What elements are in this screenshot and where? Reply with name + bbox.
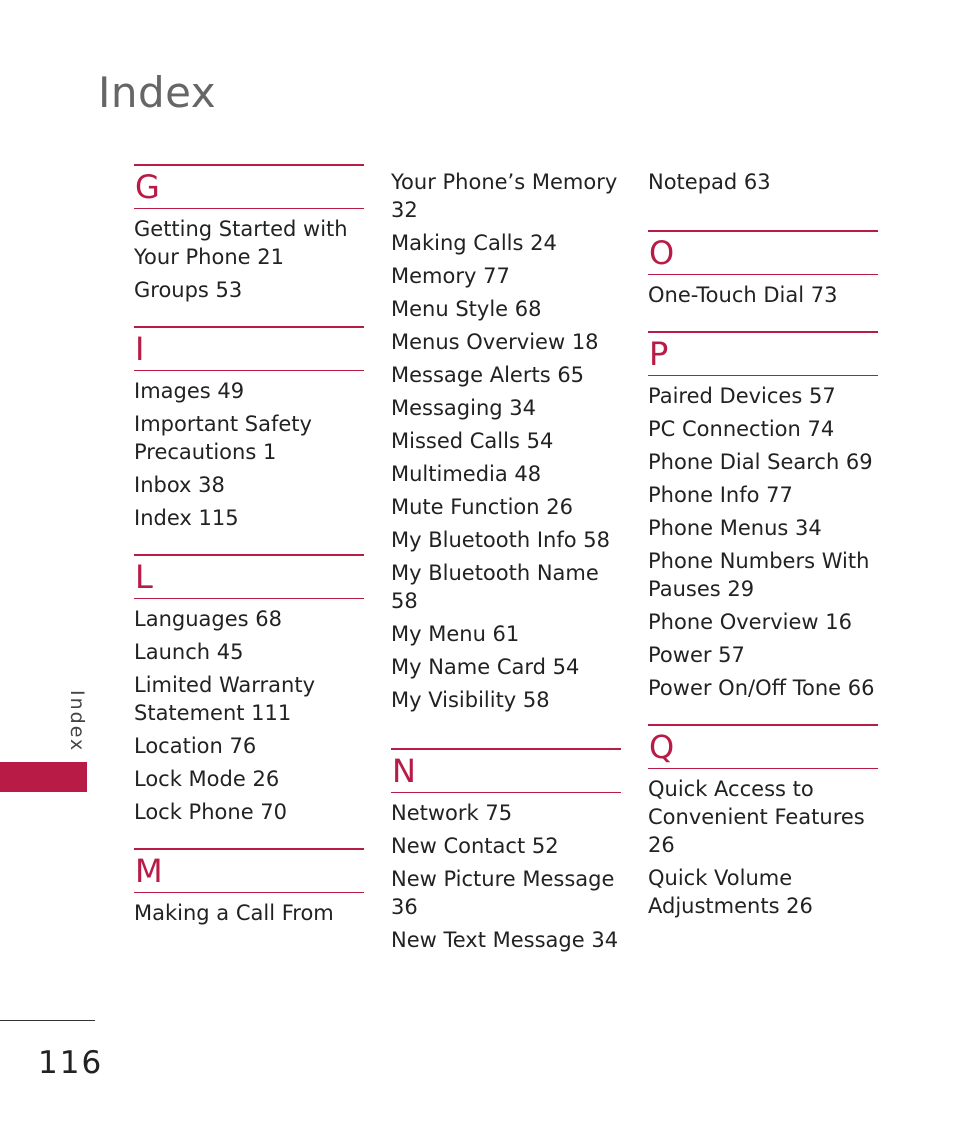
index-entry: Phone Dial Search 69 (648, 450, 873, 474)
index-entry: Mute Function 26 (391, 495, 573, 519)
footer-divider (0, 1020, 95, 1021)
index-entry: Inbox 38 (134, 473, 225, 497)
section-letter: I (134, 326, 364, 371)
page-title: Index (98, 68, 217, 117)
index-entry: Power On/Off Tone 66 (648, 676, 875, 700)
index-entry: Phone Overview 16 (648, 610, 852, 634)
index-entry: My Bluetooth Info 58 (391, 528, 610, 552)
index-entry: Message Alerts 65 (391, 363, 585, 387)
entry-list (648, 281, 878, 309)
side-tab-marker (0, 762, 87, 792)
index-section-o (648, 230, 878, 309)
index-column-1 (134, 164, 364, 949)
index-entry: Images 49 (134, 379, 245, 403)
entry-list (648, 775, 878, 920)
index-entry: Network 75 (391, 801, 513, 825)
index-entry: Getting Started with Your Phone 21 (134, 217, 348, 269)
index-entry: Lock Phone 70 (134, 800, 288, 824)
index-entry: Notepad 63 (648, 170, 771, 194)
index-entry: Messaging 34 (391, 396, 536, 420)
index-entry: Languages 68 (134, 607, 282, 631)
entry-list (134, 377, 364, 532)
section-letter: G (134, 164, 364, 209)
index-entry: Important Safety Precautions 1 (134, 412, 312, 464)
index-entry: One-Touch Dial 73 (648, 283, 838, 307)
section-letter: L (134, 554, 364, 599)
index-entry: Menu Style 68 (391, 297, 542, 321)
index-column-3 (648, 168, 878, 942)
index-section-continued (648, 168, 878, 196)
index-entry: Phone Numbers With Pauses 29 (648, 549, 870, 601)
index-entry: Index 115 (134, 506, 239, 530)
index-entry: Launch 45 (134, 640, 244, 664)
index-entry: Lock Mode 26 (134, 767, 280, 791)
entry-list (134, 899, 364, 927)
index-entry: PC Connection 74 (648, 417, 835, 441)
index-entry: Power 57 (648, 643, 745, 667)
index-entry: Missed Calls 54 (391, 429, 554, 453)
index-section-p (648, 331, 878, 702)
index-entry: New Picture Message 36 (391, 867, 615, 919)
index-entry: Location 76 (134, 734, 257, 758)
index-entry: Limited Warranty Statement 111 (134, 673, 316, 725)
entry-list (134, 605, 364, 826)
index-entry: Quick Volume Adjustments 26 (648, 866, 813, 918)
side-tab-label: Index (66, 690, 88, 753)
section-letter: Q (648, 724, 878, 769)
index-entry: Memory 77 (391, 264, 510, 288)
section-letter: P (648, 331, 878, 376)
index-column-2 (391, 168, 621, 976)
index-section-q (648, 724, 878, 920)
entry-list (648, 168, 878, 196)
index-section-continued (391, 168, 621, 714)
index-section-n (391, 748, 621, 954)
section-letter: N (391, 748, 621, 793)
index-entry: New Contact 52 (391, 834, 559, 858)
index-entry: Quick Access to Convenient Features 26 (648, 777, 865, 857)
index-entry: Groups 53 (134, 278, 243, 302)
section-letter: O (648, 230, 878, 275)
entry-list (134, 215, 364, 304)
index-entry: Making Calls 24 (391, 231, 557, 255)
index-entry: Multimedia 48 (391, 462, 542, 486)
index-entry: My Visibility 58 (391, 688, 550, 712)
entry-list (648, 382, 878, 702)
index-entry: My Bluetooth Name 58 (391, 561, 599, 613)
entry-list (391, 168, 621, 714)
index-entry: Making a Call From (134, 901, 334, 925)
index-entry: New Text Message 34 (391, 928, 619, 952)
index-entry: Your Phone’s Memory 32 (391, 170, 618, 222)
index-entry: Menus Overview 18 (391, 330, 599, 354)
index-entry: My Name Card 54 (391, 655, 580, 679)
index-section-g (134, 164, 364, 304)
index-entry: Paired Devices 57 (648, 384, 836, 408)
section-letter: M (134, 848, 364, 893)
index-section-i (134, 326, 364, 532)
index-section-l (134, 554, 364, 826)
index-section-m (134, 848, 364, 927)
entry-list (391, 799, 621, 954)
index-entry: Phone Menus 34 (648, 516, 822, 540)
index-entry: My Menu 61 (391, 622, 520, 646)
index-entry: Phone Info 77 (648, 483, 793, 507)
page-number: 116 (38, 1045, 104, 1081)
